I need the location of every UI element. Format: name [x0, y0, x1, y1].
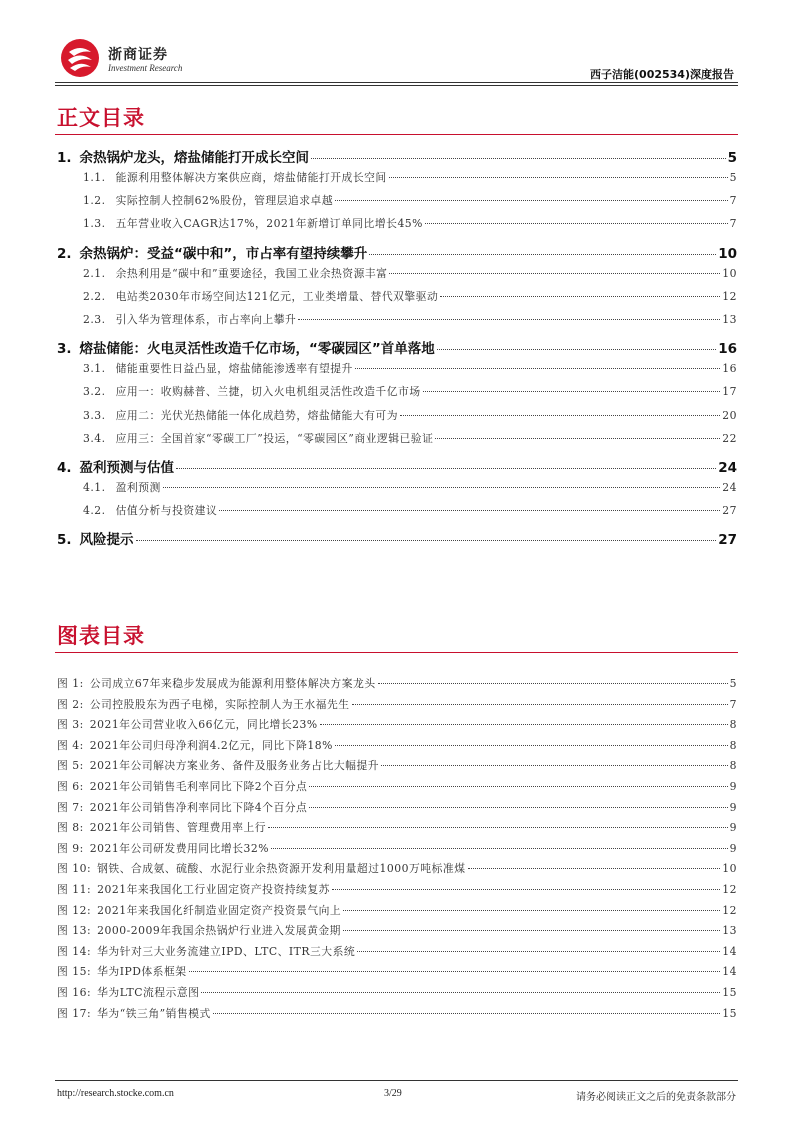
toc-section-entry[interactable]: [57, 361, 737, 384]
toc-entry-title: [57, 242, 367, 262]
dot-leader: [381, 765, 728, 766]
toc-entry-title: [83, 170, 387, 185]
toc-entry-title: [57, 337, 435, 357]
toc-entry-page: 27: [718, 532, 737, 549]
toc-chapter-entry[interactable]: [57, 335, 737, 361]
toc-entry-page: 7: [729, 194, 737, 208]
dot-leader: [320, 724, 728, 725]
dot-leader: [201, 992, 720, 993]
figure-page: 15: [722, 985, 737, 999]
disclaimer-note: 请务必阅读正文之后的免责条款部分: [576, 1092, 736, 1103]
figure-label: 图 7:: [57, 800, 84, 814]
toc-entry-number: 2.3.: [83, 312, 106, 326]
toc-entry-title: [57, 146, 309, 166]
toc-section-entry[interactable]: [57, 170, 737, 193]
toc-section-entry[interactable]: [57, 312, 737, 335]
toc-entry-page: 17: [722, 385, 737, 399]
figure-entry[interactable]: [57, 779, 737, 800]
figure-title: 钢铁、合成氨、硫酸、水泥行业余热资源开发利用量超过1000万吨标准煤: [97, 862, 466, 876]
toc-entry-number: 1.: [57, 150, 72, 166]
dot-leader: [378, 683, 728, 684]
toc-entry-text: 实际控制人控制62%股份，管理层追求卓越: [115, 194, 334, 208]
figure-label: 图 4:: [57, 738, 84, 752]
figure-title: 2000-2009年我国余热锅炉行业进入发展黄金期: [97, 924, 341, 938]
figure-page: 8: [729, 759, 737, 773]
figures-heading: 图表目录: [57, 624, 145, 648]
figure-entry[interactable]: [57, 697, 737, 718]
figure-title: 华为IPD体系框架: [97, 965, 187, 979]
dot-leader: [213, 1013, 720, 1014]
toc-section-entry[interactable]: [57, 408, 737, 431]
dot-leader: [176, 468, 716, 469]
toc-chapter-entry[interactable]: [57, 454, 737, 480]
toc-entry-page: 16: [722, 362, 737, 376]
figure-label: 图 13:: [57, 924, 92, 938]
toc-entry-page: 24: [722, 480, 737, 494]
toc-entry-text: 能源利用整体解决方案供应商，熔盐储能打开成长空间: [115, 171, 387, 184]
dot-leader: [437, 349, 716, 350]
figure-title: 华为LTC流程示意图: [97, 985, 200, 999]
toc-entry-number: 3.: [57, 341, 72, 358]
toc-entry-number: 4.2.: [83, 504, 106, 518]
figure-title: 2021年公司销售、管理费用率上行: [89, 821, 267, 835]
figure-entry[interactable]: [57, 882, 737, 903]
toc-entry-number: 1.2.: [83, 194, 106, 208]
toc-chapter-entry[interactable]: [57, 144, 737, 170]
brand-tagline: Investment Research: [108, 63, 183, 73]
dot-leader: [425, 223, 728, 224]
toc-entry-text: 熔盐储能：火电灵活性改造千亿市场，“零碳园区”首单落地: [79, 341, 435, 358]
toc-entry-title: [83, 266, 387, 281]
toc-entry-number: 2.1.: [83, 266, 106, 280]
toc-entry-text: 风险提示: [79, 532, 134, 549]
toc-entry-page: 10: [718, 245, 737, 262]
toc-entry-title: [83, 193, 333, 208]
toc-entry-text: 盈利预测与估值: [79, 459, 175, 476]
figure-entry[interactable]: [57, 820, 737, 841]
figure-label: 图 10:: [57, 862, 92, 876]
toc-entry-title: [57, 528, 134, 548]
toc-entry-title: [83, 503, 217, 518]
toc-entry-page: 12: [722, 289, 737, 303]
dot-leader: [163, 487, 720, 488]
toc-section-entry[interactable]: [57, 480, 737, 503]
toc-entry-number: 2.: [57, 245, 72, 262]
toc-heading: 正文目录: [57, 106, 145, 130]
toc-entry-title: [83, 289, 438, 304]
figure-entry[interactable]: [57, 985, 737, 1006]
toc-entry-page: 7: [729, 217, 737, 231]
figure-title: 2021年公司研发费用同比增长32%: [89, 841, 269, 855]
figure-page: 12: [722, 882, 737, 896]
brand-name: 浙商证券: [108, 47, 168, 63]
toc-section-entry[interactable]: [57, 503, 737, 526]
table-of-contents: [57, 144, 737, 552]
dot-leader: [136, 540, 717, 541]
figure-entry[interactable]: [57, 1006, 737, 1027]
figure-page: 14: [722, 965, 737, 979]
figures-heading-rule: [55, 652, 738, 653]
toc-entry-number: 4.: [57, 459, 72, 476]
toc-section-entry[interactable]: [57, 431, 737, 454]
toc-entry-number: 5.: [57, 532, 72, 549]
figure-label: 图 1:: [57, 677, 84, 690]
figure-page: 9: [729, 800, 737, 814]
dot-leader: [435, 438, 720, 439]
dot-leader: [355, 368, 720, 369]
toc-entry-page: 22: [722, 431, 737, 445]
figure-page: 10: [722, 862, 737, 876]
toc-entry-text: 应用一：收购赫普、兰捷，切入火电机组灵活性改造千亿市场: [115, 385, 421, 399]
figure-label: 图 3:: [57, 718, 84, 732]
figure-label: 图 14:: [57, 944, 92, 958]
figure-entry[interactable]: [57, 717, 737, 738]
toc-entry-page: 5: [727, 150, 737, 166]
dot-leader: [352, 704, 728, 705]
figures-list: [57, 676, 737, 1026]
figure-entry[interactable]: [57, 903, 737, 924]
toc-entry-title: [83, 216, 423, 231]
toc-entry-number: 1.1.: [83, 171, 106, 184]
dot-leader: [335, 745, 728, 746]
figure-page: 14: [722, 944, 737, 958]
dot-leader: [369, 254, 716, 255]
dot-leader: [389, 273, 720, 274]
toc-entry-number: 3.4.: [83, 431, 106, 445]
figure-label: 图 17:: [57, 1006, 92, 1020]
toc-entry-title: [83, 408, 398, 423]
header-divider: [55, 82, 738, 86]
report-title: 西子洁能(002534)深度报告: [590, 68, 734, 81]
toc-section-entry[interactable]: [57, 216, 737, 239]
figure-page: 7: [729, 697, 737, 711]
toc-entry-text: 电站类2030年市场空间达121亿元，工业类增量、替代双擎驱动: [115, 289, 439, 303]
figure-entry[interactable]: [57, 676, 737, 697]
toc-section-entry[interactable]: [57, 289, 737, 312]
dot-leader: [219, 510, 720, 511]
dot-leader: [357, 951, 720, 952]
figure-page: 13: [722, 924, 737, 938]
figure-title: 华为“铁三角”销售模式: [97, 1006, 211, 1020]
toc-entry-number: 4.1.: [83, 480, 106, 494]
figure-title: 2021年公司解决方案业务、备件及服务业务占比大幅提升: [89, 759, 380, 773]
dot-leader: [343, 910, 720, 911]
figure-label: 图 2:: [57, 697, 84, 711]
figure-title: 2021年公司销售毛利率同比下降2个百分点: [89, 779, 308, 793]
figure-entry[interactable]: [57, 758, 737, 779]
dot-leader: [311, 158, 726, 159]
toc-entry-title: [83, 361, 353, 376]
figure-page: 5: [729, 677, 737, 690]
toc-entry-number: 3.3.: [83, 408, 106, 422]
figure-entry[interactable]: [57, 964, 737, 985]
toc-entry-text: 应用二：光伏光热储能一体化成趋势，熔盐储能大有可为: [115, 408, 399, 422]
figure-title: 2021年公司营业收入66亿元，同比增长23%: [89, 718, 318, 732]
toc-entry-number: 1.3.: [83, 217, 106, 231]
dot-leader: [335, 200, 727, 201]
dot-leader: [271, 848, 728, 849]
dot-leader: [423, 391, 721, 392]
figure-label: 图 11:: [57, 882, 92, 896]
figure-label: 图 15:: [57, 965, 92, 979]
page-header: [0, 0, 793, 90]
toc-entry-text: 余热利用是“碳中和”重要途径，我国工业余热资源丰富: [115, 266, 388, 280]
figure-label: 图 9:: [57, 841, 84, 855]
toc-entry-text: 引入华为管理体系，市占率向上攀升: [115, 312, 297, 326]
figure-page: 15: [722, 1006, 737, 1020]
toc-heading-rule: [55, 134, 738, 135]
toc-entry-text: 余热锅炉龙头，熔盐储能打开成长空间: [79, 150, 310, 166]
figure-entry[interactable]: [57, 841, 737, 862]
toc-entry-title: [83, 312, 296, 327]
dot-leader: [332, 889, 720, 890]
toc-entry-text: 估值分析与投资建议: [115, 504, 218, 518]
figure-title: 公司控股股东为西子电梯，实际控制人为王水福先生: [89, 697, 350, 711]
figure-entry[interactable]: [57, 800, 737, 821]
dot-leader: [309, 807, 727, 808]
figure-page: 8: [729, 718, 737, 732]
figure-entry[interactable]: [57, 944, 737, 965]
zheshang-logo-icon: [60, 38, 100, 78]
toc-entry-page: 13: [722, 312, 737, 326]
dot-leader: [389, 177, 728, 178]
toc-chapter-entry[interactable]: [57, 240, 737, 266]
dot-leader: [468, 868, 721, 869]
toc-entry-text: 余热锅炉：受益“碳中和”，市占率有望持续攀升: [79, 245, 368, 262]
figure-page: 9: [729, 841, 737, 855]
dot-leader: [268, 827, 728, 828]
figure-page: 9: [729, 779, 737, 793]
toc-entry-page: 10: [722, 266, 737, 280]
toc-section-entry[interactable]: [57, 266, 737, 289]
figure-title: 华为针对三大业务流建立IPD、LTC、ITR三大系统: [97, 944, 356, 958]
figure-title: 2021年公司销售净利率同比下降4个百分点: [89, 800, 308, 814]
figure-title: 2021年来我国化纤制造业固定资产投资景气向上: [97, 903, 342, 917]
figure-entry[interactable]: [57, 738, 737, 759]
toc-entry-text: 应用三：全国首家“零碳工厂”投运，“零碳园区”商业逻辑已验证: [115, 431, 434, 445]
toc-entry-page: 27: [722, 504, 737, 518]
toc-entry-page: 16: [718, 341, 737, 358]
figure-label: 图 5:: [57, 759, 84, 773]
toc-entry-page: 24: [718, 459, 737, 476]
figure-entry[interactable]: [57, 861, 737, 882]
figure-title: 公司成立67年来稳步发展成为能源利用整体解决方案龙头: [89, 677, 376, 690]
figure-label: 图 16:: [57, 985, 92, 999]
toc-entry-number: 3.1.: [83, 362, 106, 376]
figure-page: 12: [722, 903, 737, 917]
dot-leader: [189, 971, 721, 972]
toc-entry-number: 2.2.: [83, 289, 106, 303]
figure-label: 图 8:: [57, 821, 84, 835]
figure-page: 9: [729, 821, 737, 835]
figure-title: 2021年来我国化工行业固定资产投资持续复苏: [97, 882, 330, 896]
dot-leader: [298, 319, 720, 320]
dot-leader: [343, 930, 720, 931]
page-number: 3/29: [384, 1088, 402, 1099]
footer-divider: [55, 1080, 738, 1081]
toc-entry-page: 5: [729, 171, 737, 184]
toc-entry-text: 储能重要性日益凸显，熔盐储能渗透率有望提升: [115, 362, 353, 376]
figure-page: 8: [729, 738, 737, 752]
toc-entry-number: 3.2.: [83, 385, 106, 399]
toc-section-entry[interactable]: [57, 193, 737, 216]
toc-entry-page: 20: [722, 408, 737, 422]
toc-entry-title: [83, 384, 421, 399]
figure-label: 图 6:: [57, 779, 84, 793]
toc-chapter-entry[interactable]: [57, 526, 737, 552]
toc-entry-title: [57, 456, 174, 476]
toc-entry-text: 五年营业收入CAGR达17%，2021年新增订单同比增长45%: [115, 217, 423, 231]
toc-entry-text: 盈利预测: [115, 480, 161, 494]
figure-entry[interactable]: [57, 923, 737, 944]
footer-url[interactable]: http://research.stocke.com.cn: [57, 1088, 174, 1099]
figure-title: 2021年公司归母净利润4.2亿元，同比下降18%: [89, 738, 333, 752]
dot-leader: [440, 296, 720, 297]
toc-entry-title: [83, 480, 161, 495]
toc-entry-title: [83, 431, 433, 446]
dot-leader: [400, 415, 720, 416]
figure-label: 图 12:: [57, 903, 92, 917]
dot-leader: [309, 786, 727, 787]
toc-section-entry[interactable]: [57, 384, 737, 407]
